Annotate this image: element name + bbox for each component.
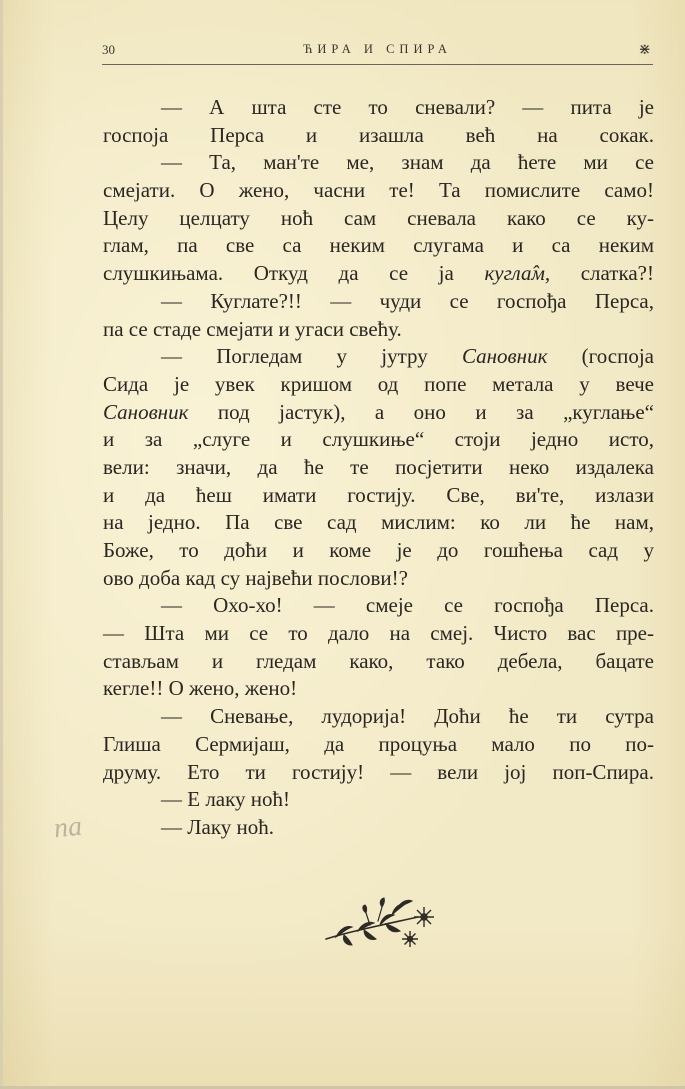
text-line: друму. Ето ти гостију! — вели јој поп-Спира. bbox=[103, 759, 654, 784]
text-line: Глиша Сермијаш, да процуња мало по по- bbox=[103, 731, 654, 756]
text-line: — Погледам у јутру Сановник (госпоја bbox=[161, 344, 654, 369]
text-line: стављам и гледам како, тако дебела, бацате bbox=[103, 648, 654, 673]
text-line: и да ћеш имати гостију. Све, ви'те, излази bbox=[103, 482, 654, 507]
italic-word: Сановник bbox=[103, 399, 189, 424]
text-line: ово доба кад су највећи послови!? bbox=[103, 565, 408, 590]
italic-word: кугла̂м, bbox=[484, 261, 551, 286]
text-line: — Охо-хо! — смеје се госпођа Перса. bbox=[161, 593, 654, 618]
text-body bbox=[103, 94, 654, 842]
text-line: — Куглате?!! — чуди се госпођа Перса, bbox=[161, 288, 654, 313]
text-line: — Та, ман'те ме, знам да ћете ми се bbox=[161, 150, 654, 175]
signature-mark: ⋇ bbox=[638, 42, 651, 58]
text-line: па се стаде смејати и угаси свећу. bbox=[103, 316, 402, 341]
text-line: — А шта сте то сневали? — пита је bbox=[161, 95, 654, 119]
text-line: слушкињама. Откуд да се ја кугла̂м, слатка?! bbox=[103, 261, 654, 286]
text-line: Сида је увек кришом од попе метала у вече bbox=[103, 371, 654, 396]
text-line: госпоја Перса и изашла већ на сокак. bbox=[103, 122, 654, 147]
text-line: — Сневање, лудорија! Доћи ће ти сутра bbox=[161, 704, 654, 729]
floral-ornament-icon bbox=[322, 895, 436, 951]
text-line: Боже, то доћи и коме је до гошћења сад у bbox=[103, 538, 654, 562]
page-left-edge bbox=[0, 0, 3, 1089]
text-line: кегле!! О жено, жено! bbox=[103, 676, 298, 701]
text-line: и за „слуге и слушкиње“ стоји једно исто, bbox=[103, 427, 654, 452]
text-line: — Лаку ноћ. bbox=[161, 814, 274, 839]
text-line: вели: значи, да ће те посјетити неко издалека bbox=[103, 454, 654, 479]
text-line: на једно. Па све сад мислим: ко ли ће нам, bbox=[103, 510, 654, 535]
page-number: 30 bbox=[102, 42, 115, 57]
text-line: смејати. О жено, часни те! Та помислите само! bbox=[103, 178, 654, 203]
page-header bbox=[102, 36, 653, 65]
running-title: ЋИРА И СПИРА bbox=[303, 42, 452, 56]
text-line: — Шта ми се то дало на смеј. Чисто вас пре- bbox=[103, 621, 654, 646]
text-line: Целу целцату ноћ сам сневала како се ку- bbox=[103, 205, 654, 230]
text-line: — Е лаку ноћ! bbox=[161, 787, 291, 812]
text-line: Сановник под јастук), а оно и за „куглање“ bbox=[103, 399, 654, 424]
text-line: глам, па све са неким слугама и са неким bbox=[103, 233, 654, 258]
handwritten-margin-note: па bbox=[52, 810, 84, 845]
italic-word: Сановник bbox=[461, 344, 548, 369]
